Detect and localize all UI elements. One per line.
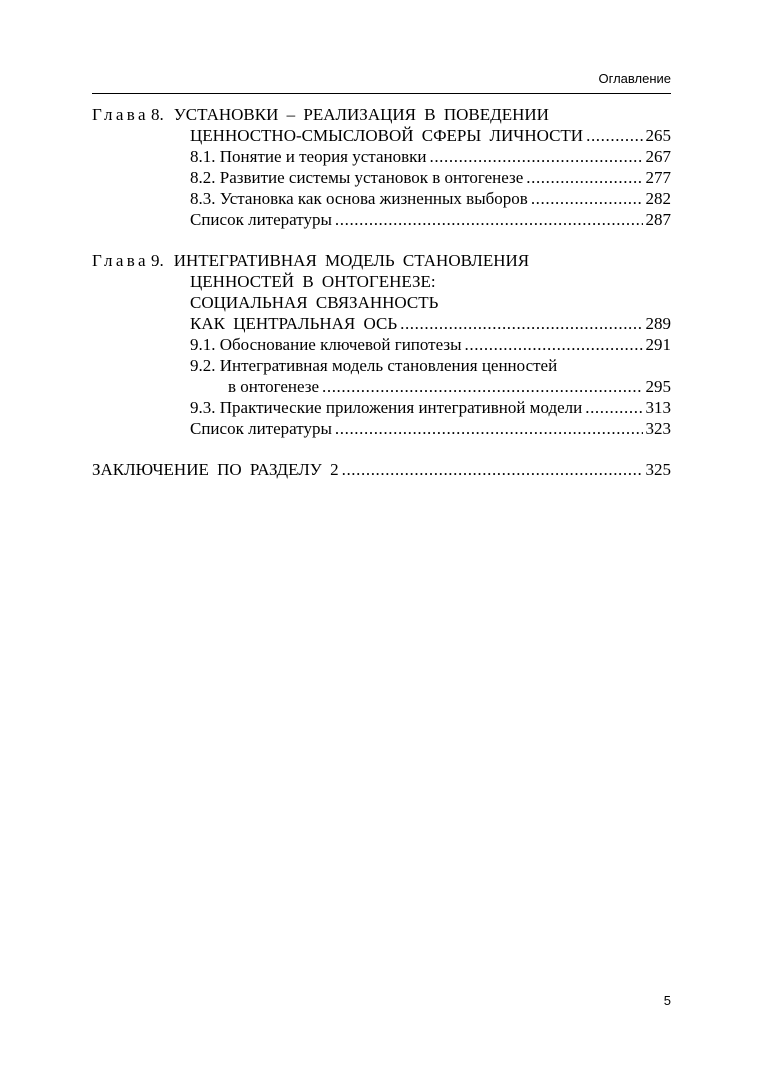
header-rule [92,93,671,94]
toc-entry [92,188,671,209]
section-title: 9.3. Практические приложения интегративной модели [190,398,583,417]
page-number: 287 [645,210,671,229]
page-number: 289 [645,314,671,333]
page-number: 325 [645,460,671,479]
chapter-label: Глава [92,105,149,124]
table-of-contents [92,104,671,480]
toc-entry [92,334,671,355]
chapter-number: 8. [150,105,164,124]
toc-entry [92,146,671,167]
conclusion [92,459,671,480]
toc-line [92,292,671,313]
toc-entry [92,355,671,376]
dot-leader [400,313,642,334]
chapter-title: СОЦИАЛЬНАЯ СВЯЗАННОСТЬ [190,293,439,312]
chapter-title: ЦЕННОСТЕЙ В ОНТОГЕНЕЗЕ: [190,272,436,291]
chapter-8 [92,104,671,230]
page-number: 313 [645,398,671,417]
chapter-title: КАК ЦЕНТРАЛЬНАЯ ОСЬ [190,314,398,333]
dot-leader [342,459,643,480]
section-title: в онтогенезе [228,377,319,396]
section-title: 8.2. Развитие системы установок в онтогенезе [190,168,524,187]
toc-line [92,313,671,334]
chapter-title: ЦЕННОСТНО-СМЫСЛОВОЙ СФЕРЫ ЛИЧНОСТИ [190,126,584,145]
dot-leader [586,125,642,146]
page-number: 291 [645,335,671,354]
dot-leader [585,397,642,418]
chapter-title: ИНТЕГРАТИВНАЯ МОДЕЛЬ СТАНОВЛЕНИЯ [173,251,530,270]
toc-line [92,250,671,271]
toc-line [92,104,671,125]
conclusion-title: ЗАКЛЮЧЕНИЕ ПО РАЗДЕЛУ 2 [92,460,339,479]
dot-leader [429,146,642,167]
page-number: 265 [645,126,671,145]
folio-page-number: 5 [663,993,671,1008]
toc-entry [92,459,671,480]
page-number: 295 [645,377,671,396]
section-title: 9.2. Интегративная модель становления ценностей [190,356,558,375]
toc-entry [92,209,671,230]
dot-leader [526,167,642,188]
dot-leader [335,418,643,439]
chapter-9 [92,250,671,439]
chapter-number: 9. [150,251,164,270]
toc-line [92,271,671,292]
page-number: 323 [645,419,671,438]
page-number: 277 [645,168,671,187]
section-title: 9.1. Обоснование ключевой гипотезы [190,335,462,354]
page-number: 267 [645,147,671,166]
dot-leader [465,334,643,355]
toc-entry [92,397,671,418]
page-number: 282 [645,189,671,208]
chapter-title: УСТАНОВКИ – РЕАЛИЗАЦИЯ В ПОВЕДЕНИИ [173,105,549,124]
section-title: 8.1. Понятие и теория установки [190,147,427,166]
toc-line [92,125,671,146]
dot-leader [335,209,643,230]
toc-entry [92,167,671,188]
section-title: Список литературы [190,210,332,229]
toc-entry [92,376,671,397]
dot-leader [322,376,643,397]
toc-entry [92,418,671,439]
chapter-label: Глава [92,251,149,270]
running-title: Оглавление [598,71,671,86]
section-title: 8.3. Установка как основа жизненных выборов [190,189,528,208]
dot-leader [531,188,643,209]
section-title: Список литературы [190,419,332,438]
